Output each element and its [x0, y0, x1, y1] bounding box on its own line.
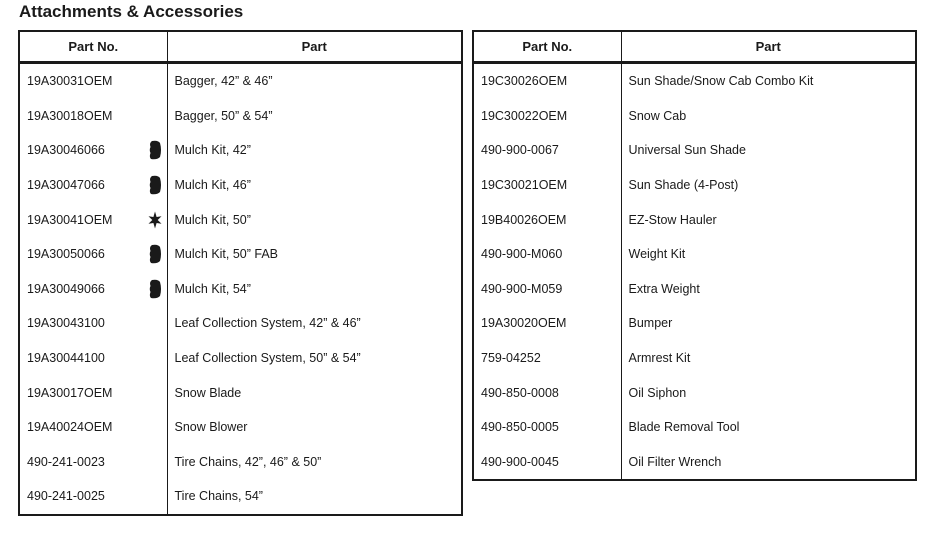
- part-header: Part: [167, 31, 462, 63]
- table-row: [19, 99, 462, 134]
- part-description: Extra Weight: [628, 281, 700, 296]
- part-number: 19C30022OEM: [481, 108, 568, 123]
- part-description: Bagger, 50” & 54”: [174, 108, 273, 123]
- part-number-cell: [19, 306, 167, 341]
- table-row: [19, 133, 462, 168]
- part-description: Mulch Kit, 42”: [174, 143, 251, 158]
- part-description: Mulch Kit, 50” FAB: [174, 247, 279, 262]
- table-row: [473, 133, 916, 168]
- part-number-cell: [473, 133, 621, 168]
- part-number-cell: [473, 272, 621, 307]
- part-number: 19A30018OEM: [27, 108, 113, 123]
- table-row: [473, 237, 916, 272]
- blade-icon: [148, 244, 162, 264]
- table-row: [19, 341, 462, 376]
- part-number-cell: [19, 479, 167, 515]
- table-row: [19, 306, 462, 341]
- part-number: 490-900-M059: [481, 281, 563, 296]
- blade-icon: [148, 279, 162, 299]
- part-number: 19B40026OEM: [481, 212, 567, 227]
- left-parts-table: [18, 30, 463, 516]
- part-number-cell: [473, 63, 621, 99]
- table-row: [473, 99, 916, 134]
- part-no-header: Part No.: [19, 31, 167, 63]
- part-description: Leaf Collection System, 50” & 54”: [174, 351, 361, 366]
- blade-icon: [148, 175, 162, 195]
- part-number-cell: [473, 445, 621, 481]
- table-row: [473, 272, 916, 307]
- part-number: 19C30026OEM: [481, 74, 568, 89]
- part-number: 19A30031OEM: [27, 74, 113, 89]
- part-description: Sun Shade (4-Post): [628, 178, 739, 193]
- table-row: [473, 306, 916, 341]
- part-description: Oil Siphon: [628, 385, 687, 400]
- table-row: [19, 375, 462, 410]
- part-description: Universal Sun Shade: [628, 143, 746, 158]
- part-number: 19A30020OEM: [481, 316, 567, 331]
- part-number: 19A30046066: [27, 143, 105, 158]
- part-description: EZ-Stow Hauler: [628, 212, 717, 227]
- part-description: Bagger, 42” & 46”: [174, 74, 273, 89]
- part-number-cell: [473, 410, 621, 445]
- part-description: Snow Cab: [628, 108, 687, 123]
- part-number: 19C30021OEM: [481, 178, 568, 193]
- part-number: 19A30041OEM: [27, 212, 113, 227]
- part-number: 490-900-0067: [481, 143, 559, 158]
- part-number-cell: [19, 99, 167, 134]
- table-row: [19, 63, 462, 99]
- part-number-cell: [473, 99, 621, 134]
- part-description: Tire Chains, 54”: [174, 489, 263, 504]
- part-number-cell: [473, 341, 621, 376]
- part-number: 759-04252: [481, 351, 541, 366]
- part-number: 490-900-M060: [481, 247, 563, 262]
- part-description: Mulch Kit, 54”: [174, 281, 251, 296]
- part-description: Armrest Kit: [628, 351, 691, 366]
- part-number-cell: [19, 133, 167, 168]
- part-number: 19A30043100: [27, 316, 105, 331]
- part-number-cell: [19, 410, 167, 445]
- part-number-cell: [19, 63, 167, 99]
- part-header: Part: [621, 31, 916, 63]
- part-number-cell: [19, 341, 167, 376]
- part-number-cell: [473, 237, 621, 272]
- part-number: 19A30047066: [27, 178, 105, 193]
- part-description: Leaf Collection System, 42” & 46”: [174, 316, 361, 331]
- part-number-cell: [19, 272, 167, 307]
- table-row: [473, 341, 916, 376]
- part-no-header: Part No.: [473, 31, 621, 63]
- table-header-row: [19, 31, 462, 63]
- table-row: [473, 63, 916, 99]
- part-description: Weight Kit: [628, 247, 686, 262]
- part-number-cell: [19, 168, 167, 203]
- part-description: Bumper: [628, 316, 673, 331]
- part-description: Snow Blade: [174, 385, 242, 400]
- part-number: 490-241-0023: [27, 454, 105, 469]
- table-header-row: [473, 31, 916, 63]
- part-number: 19A40024OEM: [27, 420, 113, 435]
- part-number-cell: [19, 445, 167, 480]
- part-number-cell: [473, 168, 621, 203]
- star-blade-icon: [148, 210, 162, 230]
- table-row: [19, 168, 462, 203]
- part-number: 19A30049066: [27, 281, 105, 296]
- table-row: [473, 375, 916, 410]
- blade-icon: [148, 140, 162, 160]
- part-description: Snow Blower: [174, 420, 248, 435]
- table-row: [19, 445, 462, 480]
- part-number-cell: [19, 237, 167, 272]
- right-parts-table: [472, 30, 917, 481]
- table-row: [19, 272, 462, 307]
- part-number-cell: [473, 202, 621, 237]
- table-row: [19, 410, 462, 445]
- table-row: [473, 410, 916, 445]
- table-row: [473, 202, 916, 237]
- part-description: Tire Chains, 42”, 46” & 50”: [174, 454, 322, 469]
- part-description: Mulch Kit, 50”: [174, 212, 251, 227]
- part-description: Oil Filter Wrench: [628, 454, 722, 469]
- part-number-cell: [473, 375, 621, 410]
- part-number: 490-850-0005: [481, 420, 559, 435]
- part-number-cell: [473, 306, 621, 341]
- part-number: 19A30017OEM: [27, 385, 113, 400]
- part-number: 490-241-0025: [27, 489, 105, 504]
- part-number-cell: [19, 202, 167, 237]
- table-row: [473, 445, 916, 481]
- part-number-cell: [19, 375, 167, 410]
- part-description: Blade Removal Tool: [628, 420, 740, 435]
- part-number: 19A30050066: [27, 247, 105, 262]
- page-title: Attachments & Accessories: [19, 2, 244, 21]
- part-number: 490-900-0045: [481, 454, 559, 469]
- table-row: [473, 168, 916, 203]
- table-row: [19, 202, 462, 237]
- table-row: [19, 237, 462, 272]
- table-row: [19, 479, 462, 515]
- part-number: 19A30044100: [27, 351, 105, 366]
- part-number: 490-850-0008: [481, 385, 559, 400]
- part-description: Sun Shade/Snow Cab Combo Kit: [628, 74, 814, 89]
- part-description: Mulch Kit, 46”: [174, 178, 251, 193]
